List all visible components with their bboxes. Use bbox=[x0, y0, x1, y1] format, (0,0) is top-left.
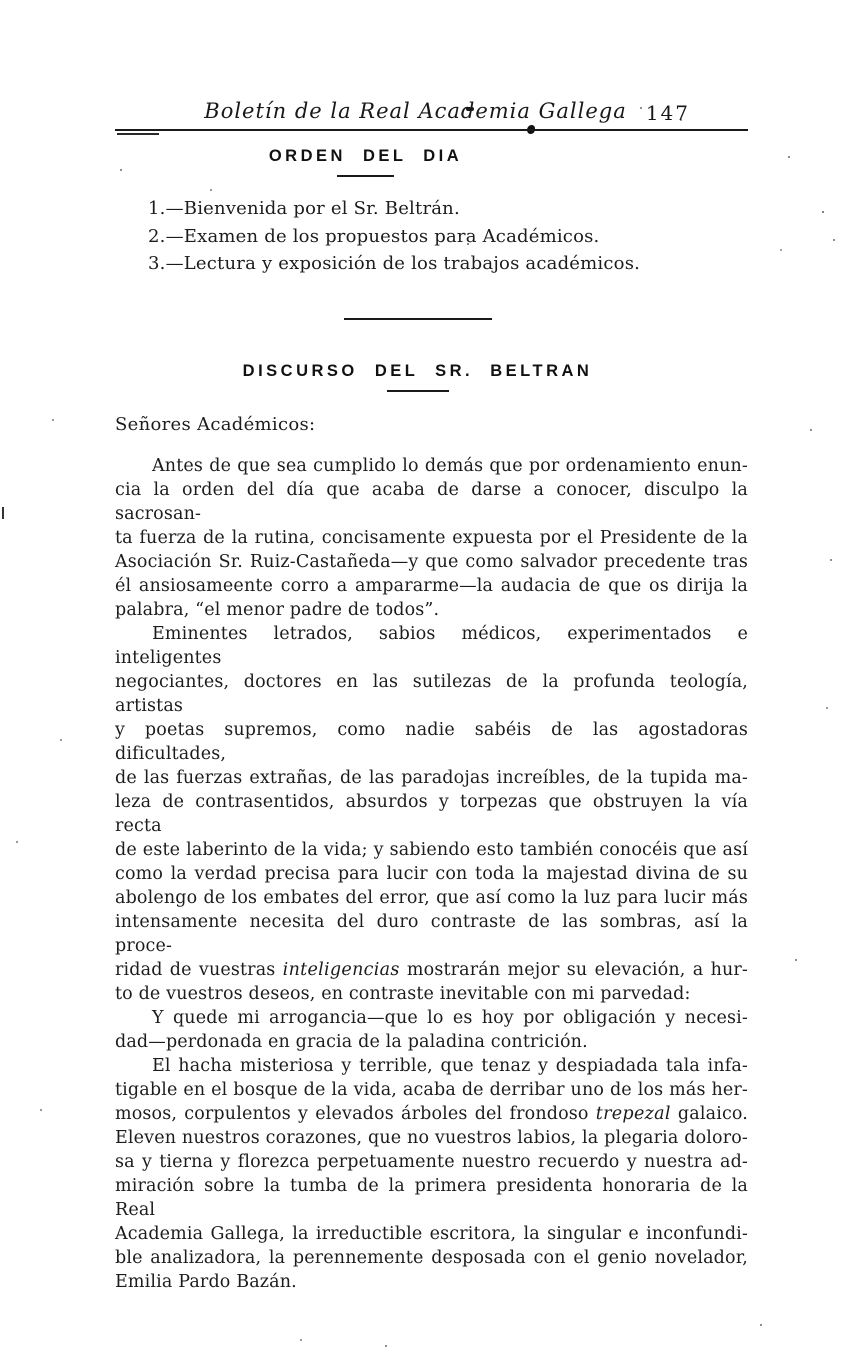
agenda-list bbox=[115, 195, 748, 278]
text-line: 2.—Examen de los propuestos para Académicos. bbox=[148, 225, 600, 247]
text-line: 1.—Bienvenida por el Sr. Beltrán. bbox=[148, 198, 460, 219]
scanned-document bbox=[0, 99, 850, 1353]
text-line: de las fuerzas extrañas, de las paradojas increíbles, de la tupida ma- bbox=[115, 767, 748, 788]
text-line: Eminentes letrados, sabios médicos, experimentados e inteligentes bbox=[115, 623, 748, 668]
text-line: como la verdad precisa para lucir con toda la majestad divina de su bbox=[115, 863, 748, 884]
text-line: tigable en el bosque de la vida, acaba de derribar uno de los más her- bbox=[115, 1079, 748, 1100]
text-line: negociantes, doctores en las sutilezas de la profunda teología, artistas bbox=[115, 671, 748, 716]
speech-paragraph bbox=[115, 454, 748, 622]
text-line: leza de contrasentidos, absurdos y torpezas que obstruyen la vía recta bbox=[115, 791, 748, 836]
speech-paragraph bbox=[115, 1006, 748, 1054]
text-line: de este laberinto de la vida; y sabiendo esto también conocéis que así bbox=[115, 839, 748, 860]
text-line: 3.—Lectura y exposición de los trabajos académicos. bbox=[148, 253, 641, 274]
text-line: intensamente necesita del duro contraste de las sombras, así la proce- bbox=[115, 911, 748, 956]
header-rule bbox=[115, 129, 748, 131]
orden-heading-underline bbox=[337, 175, 394, 177]
text-line: cia la orden del día que acaba de darse a conocer, disculpo la sacrosan- bbox=[115, 479, 748, 524]
text-line: miración sobre la tumba de la primera presidenta honoraria de la Real bbox=[115, 1175, 748, 1220]
text-line: palabra, “el menor padre de todos”. bbox=[115, 599, 440, 620]
speech-paragraph bbox=[115, 1054, 748, 1294]
speech-body bbox=[115, 454, 748, 1294]
text-line: ble analizadora, la perennemente desposada con el genio novelador, bbox=[115, 1247, 748, 1268]
speech-paragraph bbox=[115, 622, 748, 1006]
text-line: dad—perdonada en gracia de la paladina contrición. bbox=[115, 1031, 588, 1052]
journal-title: Boletín de la Real Academia Gallega bbox=[204, 99, 627, 123]
text-line: Y quede mi arrogancia—que lo es hoy por obligación y necesi- bbox=[152, 1007, 748, 1028]
text-line: mosos, corpulentos y elevados árboles del frondoso trepezal galaico. bbox=[115, 1103, 748, 1124]
discurso-heading: DISCURSO DEL SR. BELTRAN bbox=[242, 361, 593, 380]
text-line: Emilia Pardo Bazán. bbox=[115, 1271, 297, 1292]
page-header bbox=[115, 99, 748, 126]
text-line: ta fuerza de la rutina, concisamente expuesta por el Presidente de la bbox=[115, 527, 748, 548]
text-line: él ansiosameente corro a ampararme—la audacia de que os dirija la bbox=[115, 575, 748, 596]
text-line: Academia Gallega, la irreductible escritora, la singular e inconfundi- bbox=[115, 1223, 748, 1244]
discurso-heading-underline bbox=[387, 390, 449, 392]
section-divider bbox=[344, 318, 492, 320]
text-line: Asociación Sr. Ruiz-Castañeda—y que como salvador precedente tras bbox=[115, 551, 748, 572]
document-page bbox=[0, 99, 850, 1294]
text-line: to de vuestros deseos, en contraste inevitable con mi parvedad: bbox=[115, 983, 691, 1004]
page-number: 147 bbox=[645, 101, 690, 125]
text-line: y poetas supremos, como nadie sabéis de las agostadoras dificultades, bbox=[115, 719, 748, 764]
text-line: abolengo de los embates del error, que así como la luz para lucir más bbox=[115, 887, 748, 908]
text-line: Antes de que sea cumplido lo demás que por ordenamiento enun- bbox=[152, 455, 748, 476]
text-line: ridad de vuestras inteligencias mostrarán mejor su elevación, a hur- bbox=[115, 959, 748, 980]
text-line: sa y tierna y florezca perpetuamente nuestro recuerdo y nuestra ad- bbox=[115, 1151, 748, 1172]
text-line: El hacha misteriosa y terrible, que tenaz y despiadada tala infa- bbox=[152, 1055, 748, 1076]
orden-del-dia-heading: ORDEN DEL DIA bbox=[268, 147, 463, 165]
text-line: Eleven nuestros corazones, que no vuestros labios, la plegaria doloro- bbox=[115, 1127, 748, 1148]
salutation: Señores Académicos: bbox=[115, 413, 316, 435]
